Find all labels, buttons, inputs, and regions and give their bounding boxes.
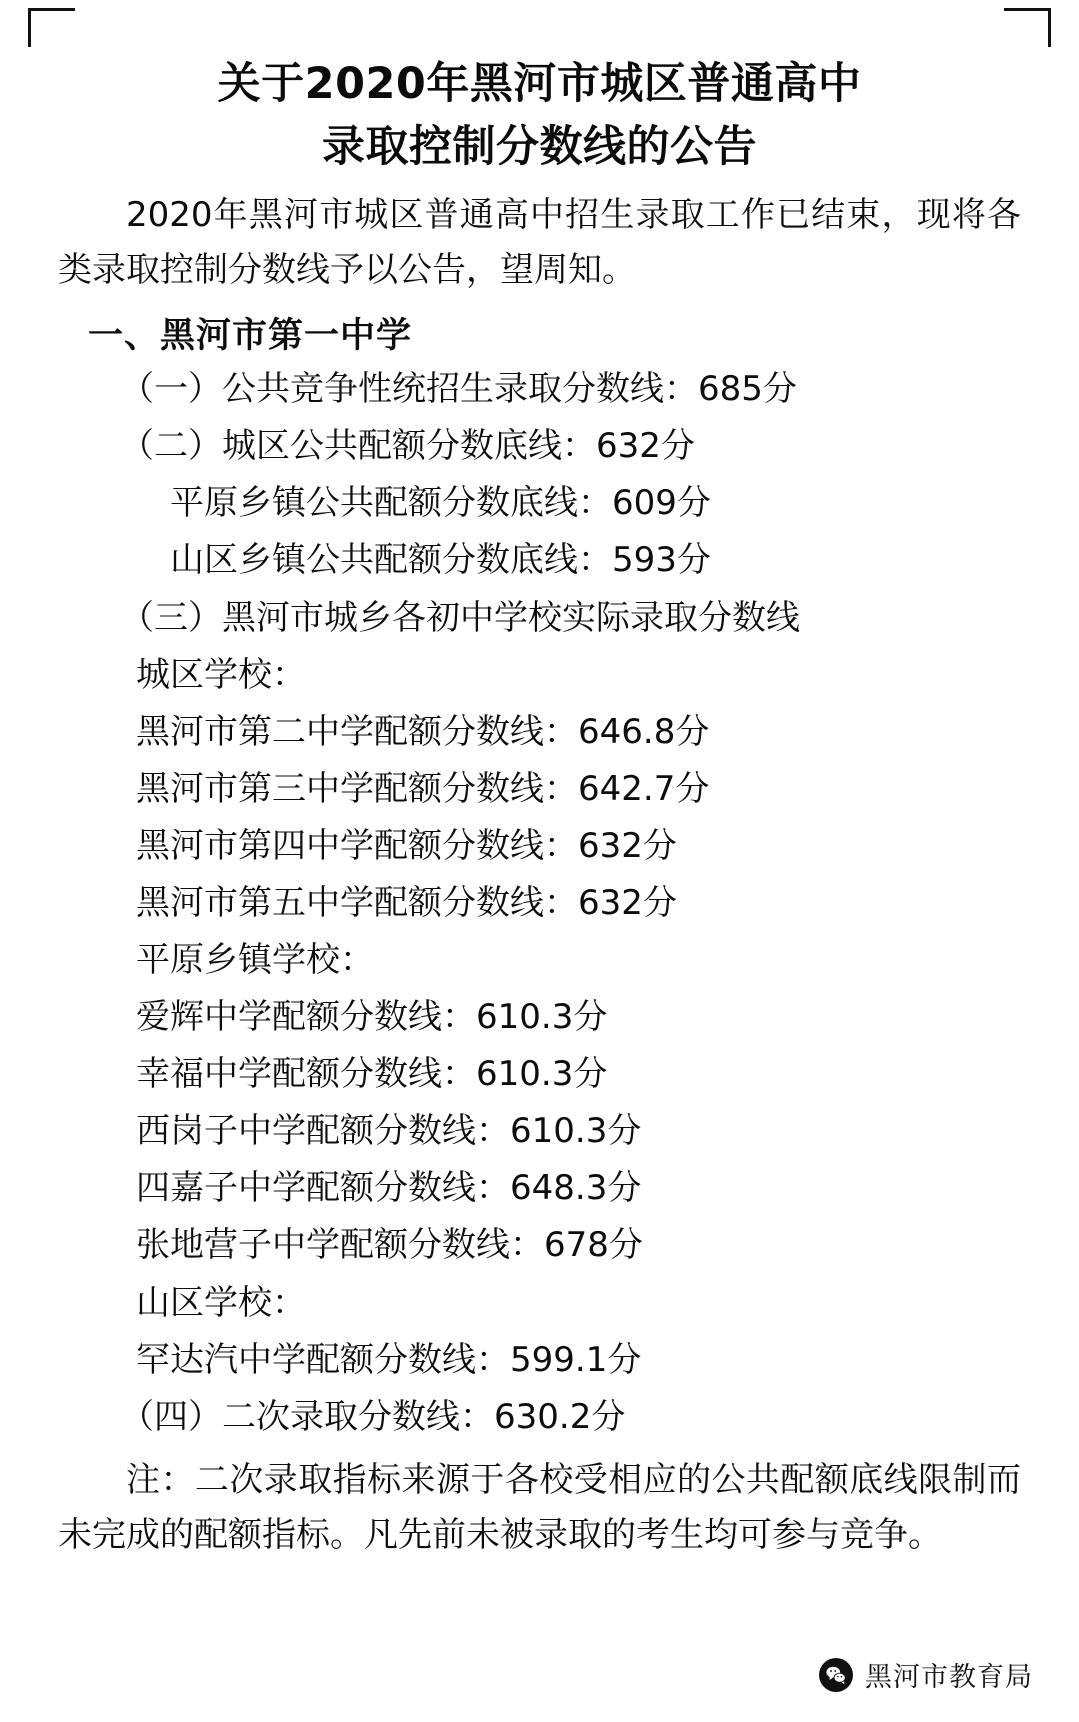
page-title-line-2: 录取控制分数线的公告 xyxy=(322,122,757,173)
list-item: 黑河市第四中学配额分数线：632分 xyxy=(136,825,677,866)
list-item: 平原乡镇公共配额分数底线：609分 xyxy=(170,483,711,524)
list-item: 黑河市第五中学配额分数线：632分 xyxy=(136,882,677,923)
list-item: （四）二次录取分数线：630.2分 xyxy=(120,1396,626,1437)
footer-label: 黑河市教育局 xyxy=(865,1662,1033,1693)
list-item: （一）公共竞争性统招生录取分数线：685分 xyxy=(120,369,797,410)
intro-paragraph: 2020年黑河市城区普通高中招生录取工作已结束，现将各类录取控制分数线予以公告，望周知。 xyxy=(58,195,1021,291)
list-item: 爱辉中学配额分数线：610.3分 xyxy=(136,997,608,1038)
list-item: （三）黑河市城乡各初中学校实际录取分数线 xyxy=(120,597,800,638)
page-title-line-1: 关于2020年黑河市城区普通高中 xyxy=(217,59,862,109)
list-item: 罕达汽中学配额分数线：599.1分 xyxy=(136,1339,642,1380)
list-item: 山区乡镇公共配额分数底线：593分 xyxy=(170,540,711,581)
note-paragraph: 注：二次录取指标来源于各校受相应的公共配额底线限制而未完成的配额指标。凡先前未被录取的考生均可参与竞争。 xyxy=(58,1459,1021,1555)
list-item: 张地营子中学配额分数线：678分 xyxy=(136,1225,643,1266)
list-item: 黑河市第三中学配额分数线：642.7分 xyxy=(136,768,710,809)
footer-attribution xyxy=(819,1655,1033,1694)
list-item: 平原乡镇学校： xyxy=(136,940,374,981)
section-heading-first-high-school: 一、黑河市第一中学 xyxy=(88,316,413,357)
list-item: 城区学校： xyxy=(136,654,306,695)
list-item: 黑河市第二中学配额分数线：646.8分 xyxy=(136,711,710,752)
list-item: 西岗子中学配额分数线：610.3分 xyxy=(136,1111,642,1152)
list-item: 四嘉子中学配额分数线：648.3分 xyxy=(136,1168,642,1209)
wechat-icon xyxy=(819,1658,853,1692)
list-item: （二）城区公共配额分数底线：632分 xyxy=(120,426,695,467)
list-item: 幸福中学配额分数线：610.3分 xyxy=(136,1054,608,1095)
list-item: 山区学校： xyxy=(136,1282,306,1323)
